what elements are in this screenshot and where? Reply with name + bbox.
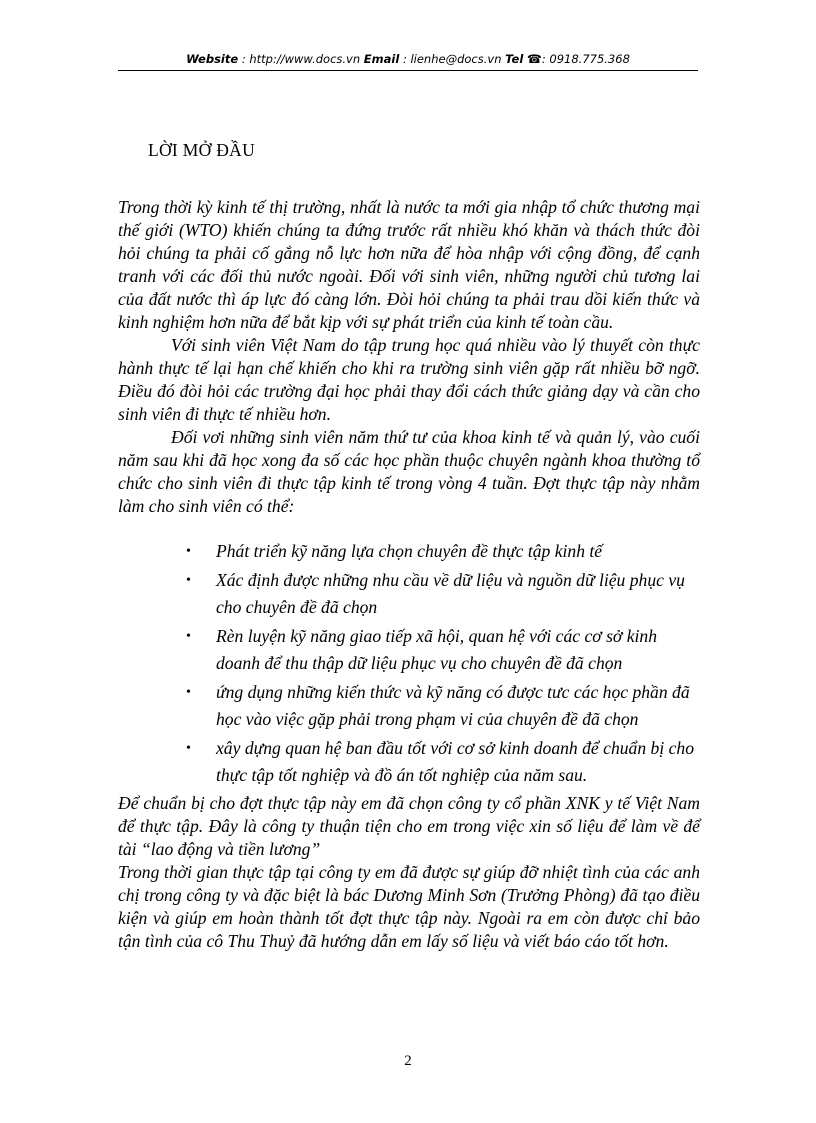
page-number: 2 [404, 1053, 412, 1069]
website-value: : http://www.docs.vn [241, 52, 361, 66]
header-divider [118, 70, 698, 71]
paragraph: Với sinh viên Việt Nam do tập trung học quá nhiều vào lý thuyết còn thực hành thực tế lại hạn chế khiến cho khi ra trường sinh viên gặp rất nhiều bỡ ngỡ. Điều đó đòi hỏi các trường đại học phải thay đổi cách thức giảng dạy và cần cho sinh viên đi thực tế nhiều hơn. [118, 335, 700, 424]
paragraph: Trong thời kỳ kinh tế thị trường, nhất là nước ta mới gia nhập tổ chức thương mại thế giới (WTO) khiến chúng ta đứng trước rất nhiều khó khăn và thách thức đòi hỏi chúng ta phải cố gắng nỗ lực hơn nữa để hòa nhập với cộng đồng, để cạnh tranh với các đối thủ nước ngoài. Đối với sinh viên, những người chủ tương lai của đất nước thì áp lực đó càng lớn. Đòi hỏi chúng ta phải trau dồi kiến thức và kinh nghiệm hơn nữa để bắt kịp với sự phát triển của kinh tế toàn cầu. [118, 197, 700, 332]
paragraph: Đối vơi những sinh viên năm thứ tư của khoa kinh tế và quản lý, vào cuối năm sau khi đã học xong đa số các học phần thuộc chuyên ngành khoa thường tổ chức cho sinh viên đi thực tập kinh tế trong vòng 4 tuần. Đợt thực tập này nhằm làm cho sinh viên có thể: [118, 427, 700, 516]
list-item: • xây dựng quan hệ ban đầu tốt với cơ sở kinh doanh để chuẩn bị cho thực tập tốt nghiệp và đồ án tốt nghiệp của năm sau. [180, 735, 700, 789]
intro-body [118, 196, 700, 518]
website-label: Website [186, 52, 239, 66]
list-item: • Xác định được những nhu cầu về dữ liệu và nguồn dữ liệu phục vụ cho chuyên đề đã chọn [180, 567, 700, 621]
list-item: • ứng dụng những kiến thức và kỹ năng có được tưc các học phần đã học vào việc gặp phải trong phạm vi của chuyên đề đã chọn [180, 679, 700, 733]
email-value: : lienhe@docs.vn [402, 52, 502, 66]
phone-icon: ☎ [526, 52, 542, 66]
closing-body [118, 792, 700, 953]
list-item: • Phát triển kỹ năng lựa chọn chuyên đề thực tập kinh tế [180, 538, 700, 565]
tel-value: : 0918.775.368 [541, 52, 630, 66]
list-item: • Rèn luyện kỹ năng giao tiếp xã hội, quan hệ với các cơ sở kinh doanh để thu thập dữ liệu phục vụ cho chuyên đề đã chọn [180, 623, 700, 677]
page-title: LỜI MỞ ĐẦU [148, 140, 256, 160]
paragraph: Để chuẩn bị cho đợt thực tập này em đã chọn công ty cổ phần XNK y tế Việt Nam để thực tập. Đây là công ty thuận tiện cho em trong việc xin số liệu để làm về để tài “lao động và tiền lương” [118, 793, 700, 859]
page-header [118, 52, 698, 66]
email-label: Email [363, 52, 400, 66]
objectives-list [180, 538, 700, 791]
paragraph: Trong thời gian thực tập tại công ty em đã được sự giúp đỡ nhiệt tình của các anh chị trong công ty và đặc biệt là bác Dương Minh Sơn (Trưởng Phòng) đã tạo điều kiện và giúp em hoàn thành tốt đợt thực tập này. Ngoài ra em còn được chỉ bảo tận tình của cô Thu Thuỷ đã hướng dẫn em lấy số liệu và viết báo cáo tốt hơn. [118, 862, 700, 951]
tel-label: Tel [505, 52, 524, 66]
